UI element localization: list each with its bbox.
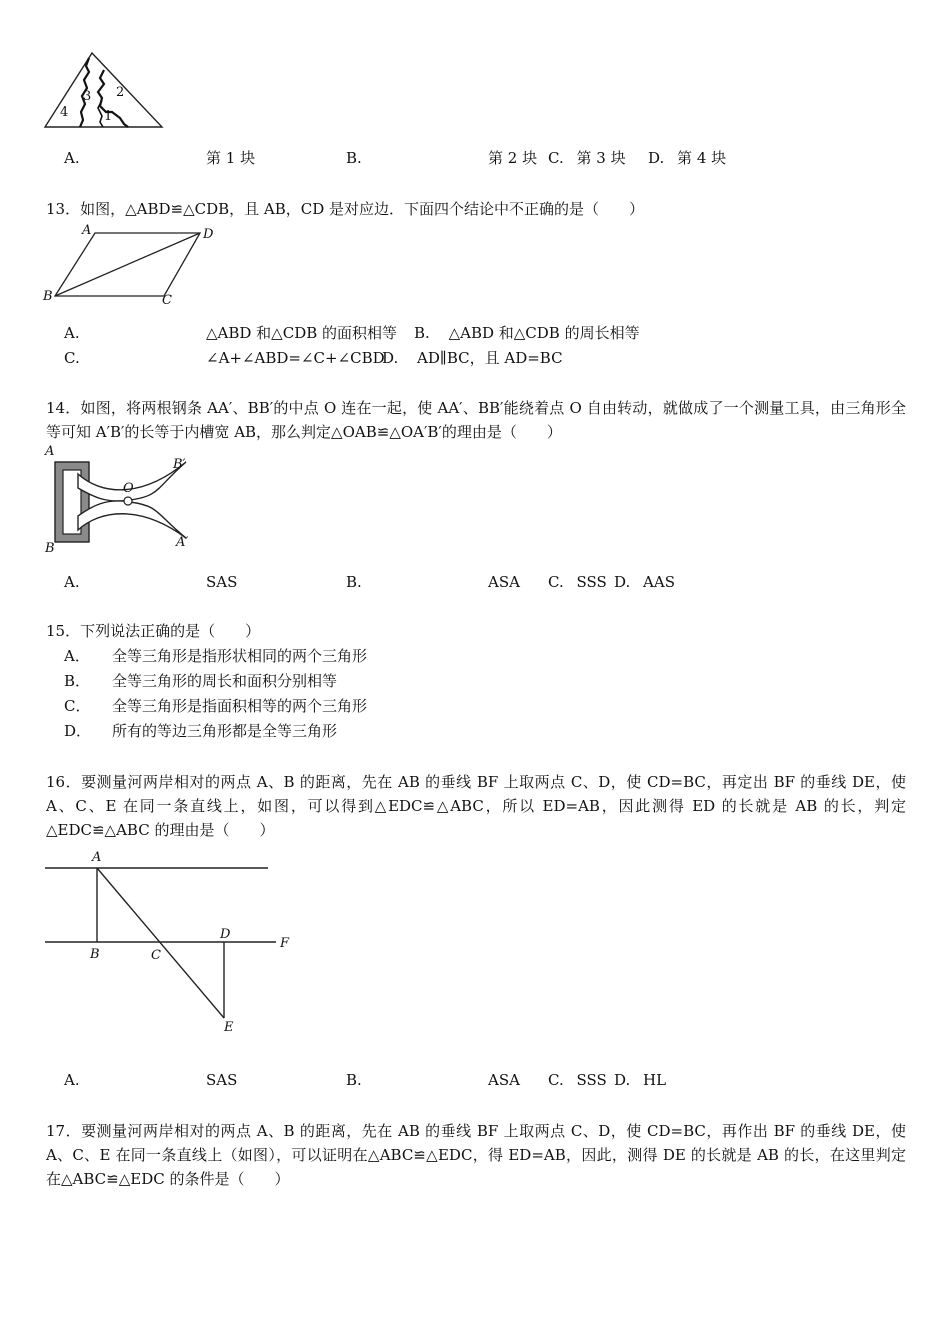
q16-option-c[interactable] bbox=[548, 1070, 607, 1090]
q15-option-c-text: 全等三角形是指面积相等的两个三角形 bbox=[112, 697, 368, 715]
q12-option-c[interactable] bbox=[548, 148, 626, 168]
q14-label-b-prime: B′ bbox=[173, 457, 186, 472]
q14-label-a: A bbox=[45, 444, 55, 459]
q12-option-c-letter: C. bbox=[548, 149, 564, 167]
q15-option-c[interactable] bbox=[64, 696, 367, 716]
q12-option-d-text: 第 4 块 bbox=[677, 149, 727, 167]
q15-option-a-letter: A． bbox=[64, 647, 90, 665]
q12-option-b-letter: B. bbox=[346, 149, 362, 167]
q14-measuring-tool-figure bbox=[40, 444, 210, 556]
q12-triangle-figure bbox=[40, 50, 170, 132]
q13-option-b[interactable] bbox=[414, 323, 640, 343]
q16-option-d-letter: D. bbox=[614, 1071, 631, 1089]
q12-label-3: 3 bbox=[83, 89, 92, 104]
q14-label-o: O bbox=[123, 481, 134, 496]
q13-option-b-text: △ABD 和△CDB 的周长相等 bbox=[448, 324, 640, 342]
q16-option-b-letter: B. bbox=[346, 1071, 362, 1089]
q13-stem: 13．如图，△ABD≌△CDB，且 AB，CD 是对应边．下面四个结论中不正确的是（ ） bbox=[46, 200, 645, 218]
q17-stem: 17．要测量河两岸相对的两点 A、B 的距离，先在 AB 的垂线 BF 上取两点 C、D，使 CD=BC，再作出 BF 的垂线 DE，使 A、C、E 在同一条直线上（如图），可以证明在△ABC≌△EDC，得 ED=AB，因此，测得 DE 的长就是 AB 的长，在这里判定在△ABC≌△EDC 的条件是（ ） bbox=[46, 1122, 906, 1188]
q15-option-c-letter: C． bbox=[64, 697, 91, 715]
q15-option-b-letter: B． bbox=[64, 672, 91, 690]
q13-option-b-letter: B. bbox=[414, 324, 430, 342]
q16-option-a[interactable] bbox=[64, 1070, 80, 1090]
q16-label-c: C bbox=[151, 948, 161, 963]
q16-label-d: D bbox=[220, 927, 231, 942]
q12-option-d[interactable] bbox=[648, 148, 726, 168]
q13-option-c[interactable] bbox=[64, 348, 80, 368]
q14-option-a[interactable] bbox=[64, 572, 80, 592]
q12-option-a[interactable] bbox=[64, 148, 80, 168]
q15-option-d-text: 所有的等边三角形都是全等三角形 bbox=[112, 722, 338, 740]
q12-option-b-text: 第 2 块 bbox=[488, 149, 538, 167]
q14-option-b-text: ASA bbox=[488, 573, 520, 591]
q14-stem: 14．如图，将两根钢条 AA′、BB′的中点 O 连在一起，使 AA′、BB′能绕着点 O 自由转动，就做成了一个测量工具，由三角形全等可知 A′B′的长等于内槽宽 AB，那么判定△OAB≌△OA′B′的理由是（ ） bbox=[46, 399, 906, 441]
q14-option-c-text: SSS bbox=[576, 573, 607, 591]
q16-option-c-letter: C. bbox=[548, 1071, 564, 1089]
q12-label-1: 1 bbox=[104, 109, 113, 124]
q16-option-a-letter: A. bbox=[64, 1071, 80, 1089]
q14-label-a-prime: A′ bbox=[176, 535, 189, 550]
q12-option-d-letter: D. bbox=[648, 149, 665, 167]
q16-option-b-text: ASA bbox=[488, 1071, 520, 1089]
q16-option-c-text: SSS bbox=[576, 1071, 607, 1089]
q14-option-a-letter: A. bbox=[64, 573, 80, 591]
q13-option-d-letter: D. bbox=[382, 349, 399, 367]
q12-label-2: 2 bbox=[116, 85, 125, 100]
q15-option-b[interactable] bbox=[64, 671, 337, 691]
q15-stem: 15．下列说法正确的是（ ） bbox=[46, 622, 261, 640]
q13-option-d[interactable] bbox=[382, 348, 563, 368]
q16-label-a: A bbox=[92, 850, 102, 865]
q12-option-a-text: 第 1 块 bbox=[206, 149, 256, 167]
q12-option-b[interactable] bbox=[346, 148, 362, 168]
q15-option-a[interactable] bbox=[64, 646, 367, 666]
q16-stem: 16．要测量河两岸相对的两点 A、B 的距离，先在 AB 的垂线 BF 上取两点 C、D，使 CD=BC，再定出 BF 的垂线 DE，使 A、C、E 在同一条直线上，如图，可以得到△EDC≌△ABC，所以 ED=AB，因此测得 ED 的长就是 AB 的长，判定△EDC≌△ABC 的理由是（ ） bbox=[46, 773, 906, 839]
q12-option-c-text: 第 3 块 bbox=[576, 149, 626, 167]
q13-option-c-text: ∠A+∠ABD=∠C+∠CBD bbox=[206, 349, 385, 367]
q16-label-f: F bbox=[280, 936, 290, 951]
q15-option-d[interactable] bbox=[64, 721, 337, 741]
q13-option-a-letter: A. bbox=[64, 324, 80, 342]
q14-option-d[interactable] bbox=[614, 572, 675, 592]
q16-label-e: E bbox=[224, 1020, 234, 1035]
q13-label-a: A bbox=[82, 223, 92, 238]
q15-option-d-letter: D． bbox=[64, 722, 92, 740]
q14-option-d-letter: D. bbox=[614, 573, 631, 591]
q13-parallelogram-figure bbox=[40, 222, 230, 307]
q14-option-c[interactable] bbox=[548, 572, 607, 592]
q16-option-b[interactable] bbox=[346, 1070, 362, 1090]
q12-option-a-letter: A. bbox=[64, 149, 80, 167]
q13-option-a[interactable] bbox=[64, 323, 80, 343]
q13-option-d-text: AD∥BC，且 AD=BC bbox=[417, 349, 563, 367]
q16-option-d[interactable] bbox=[614, 1070, 666, 1090]
q16-river-figure bbox=[40, 846, 300, 1038]
q13-option-c-letter: C. bbox=[64, 349, 80, 367]
q12-label-4: 4 bbox=[60, 105, 69, 120]
q14-label-b: B bbox=[45, 541, 55, 556]
q15-option-b-text: 全等三角形的周长和面积分别相等 bbox=[112, 672, 338, 690]
q16-label-b: B bbox=[90, 947, 100, 962]
q15-option-a-text: 全等三角形是指形状相同的两个三角形 bbox=[112, 647, 368, 665]
q14-option-d-text: AAS bbox=[643, 573, 675, 591]
q14-option-b-letter: B. bbox=[346, 573, 362, 591]
q13-option-a-text: △ABD 和△CDB 的面积相等 bbox=[206, 324, 398, 342]
q13-label-b: B bbox=[43, 289, 53, 304]
q16-option-d-text: HL bbox=[643, 1071, 667, 1089]
q14-option-a-text: SAS bbox=[206, 573, 238, 591]
q13-label-d: D bbox=[203, 227, 214, 242]
q14-option-c-letter: C. bbox=[548, 573, 564, 591]
q16-option-a-text: SAS bbox=[206, 1071, 238, 1089]
q13-label-c: C bbox=[162, 293, 172, 308]
q14-option-b[interactable] bbox=[346, 572, 362, 592]
